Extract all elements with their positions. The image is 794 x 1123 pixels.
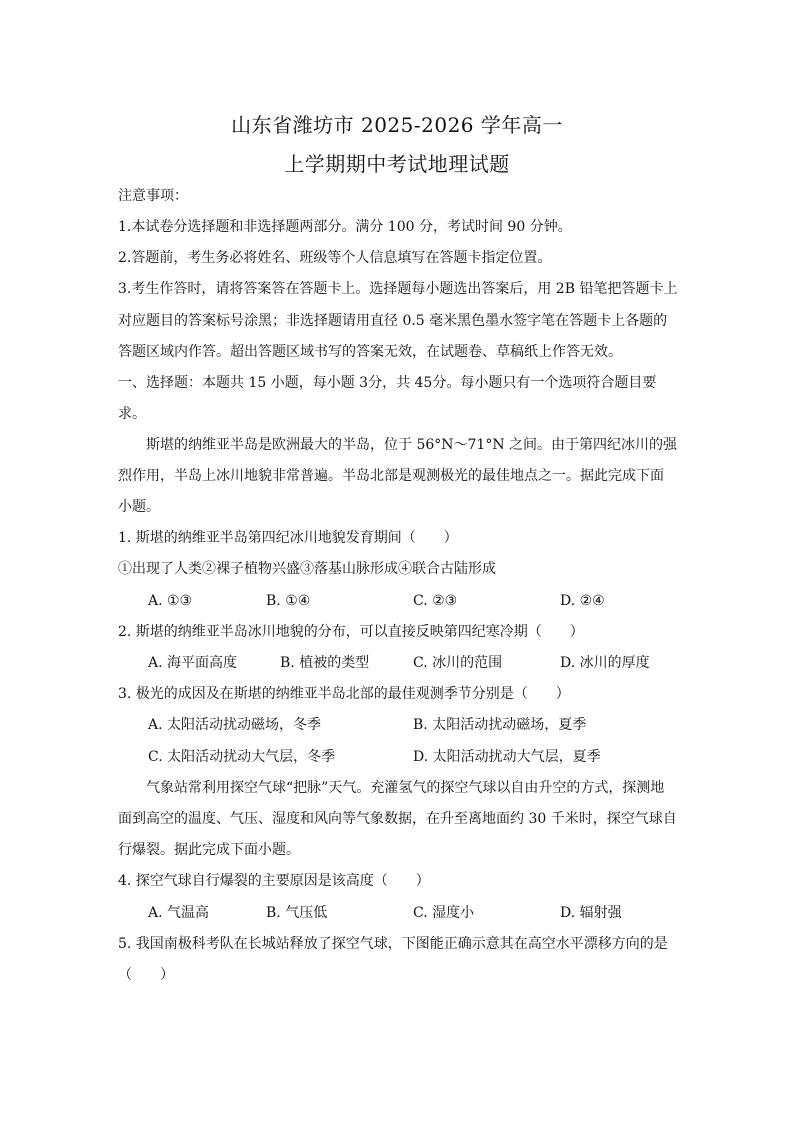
question-4-option-c: C. 湿度小 [413, 905, 475, 921]
question-1-option-b: B. ①④ [266, 593, 311, 609]
question-4-option-a: A. 气温高 [148, 905, 210, 921]
question-3-option-a: A. 太阳活动扰动磁场，冬季 [148, 717, 322, 733]
question-3-option-c: C. 太阳活动扰动大气层，冬季 [148, 749, 336, 765]
note-3-line-1: 3.考生作答时，请将答案答在答题卡上。选择题每小题选出答案后，用 2B 铅笔把答题卡上 [118, 281, 678, 297]
question-2-option-a: A. 海平面高度 [148, 655, 238, 671]
passage-1-line-1: 斯堪的纳维亚半岛是欧洲最大的半岛，位于 56°N～71°N 之间。由于第四纪冰川的强 [146, 437, 678, 453]
notes-heading: 注意事项： [118, 188, 188, 204]
question-3-option-d: D. 太阳活动扰动大气层，夏季 [413, 749, 601, 765]
passage-1-line-3: 小题。 [118, 499, 160, 515]
title-line-1: 山东省潍坊市 2025-2026 学年高一 [231, 113, 563, 137]
question-1-sub: ①出现了人类②裸子植物兴盛③落基山脉形成④联合古陆形成 [118, 561, 496, 577]
passage-2-line-1: 气象站常利用探空气球“把脉”天气。充灌氢气的探空气球以自由升空的方式，探测地 [146, 780, 665, 796]
passage-2-line-2: 面到高空的温度、气压、湿度和风向等气象数据，在升至离地面约 30 千米时，探空气球自 [118, 811, 677, 827]
question-2-option-d: D. 冰川的厚度 [560, 655, 650, 671]
question-5-stem: 5. 我国南极科考队在长城站释放了探空气球，下图能正确示意其在高空水平漂移方向的是 [118, 936, 668, 952]
title-line-2: 上学期期中考试地理试题 [284, 152, 510, 176]
question-3-stem: 3. 极光的成因及在斯堪的纳维亚半岛北部的最佳观测季节分别是（ ） [118, 686, 570, 702]
note-1: 1.本试卷分选择题和非选择题两部分。满分 100 分，考试时间 90 分钟。 [118, 219, 572, 235]
question-4-option-b: B. 气压低 [266, 905, 328, 921]
question-2-stem: 2. 斯堪的纳维亚半岛冰川地貌的分布，可以直接反映第四纪寒冷期（ ） [118, 624, 584, 640]
question-4-stem: 4. 探空气球自行爆裂的主要原因是该高度（ ） [118, 873, 430, 889]
question-1-option-d: D. ②④ [560, 593, 605, 609]
note-3-line-2: 对应题目的答案标号涂黑；非选择题请用直径 0.5 毫米黑色墨水签字笔在答题卡上各题的 [118, 313, 668, 329]
note-3-line-3: 答题区域内作答。超出答题区域书写的答案无效，在试题卷、草稿纸上作答无效。 [118, 344, 622, 360]
passage-2-line-3: 行爆裂。据此完成下面小题。 [118, 842, 300, 858]
question-1-option-a: A. ①③ [148, 593, 193, 609]
passage-1-line-2: 烈作用，半岛上冰川地貌非常普遍。半岛北部是观测极光的最佳地点之一。据此完成下面 [118, 468, 664, 484]
note-2: 2.答题前，考生务必将姓名、班级等个人信息填写在答题卡指定位置。 [118, 250, 552, 266]
question-2-option-c: C. 冰川的范围 [413, 655, 503, 671]
question-5-stem-cont: （ ） [118, 967, 174, 983]
question-2-option-b: B. 植被的类型 [280, 655, 370, 671]
question-3-option-b: B. 太阳活动扰动磁场，夏季 [413, 717, 587, 733]
question-1-stem: 1. 斯堪的纳维亚半岛第四纪冰川地貌发育期间（ ） [118, 530, 458, 546]
question-4-option-d: D. 辐射强 [560, 905, 622, 921]
section-1-heading-cont: 求。 [118, 406, 146, 422]
question-1-option-c: C. ②③ [413, 593, 458, 609]
section-1-heading: 一、选择题：本题共 15 小题，每小题 3分，共 45分。每小题只有一个选项符合题目要 [118, 375, 657, 391]
